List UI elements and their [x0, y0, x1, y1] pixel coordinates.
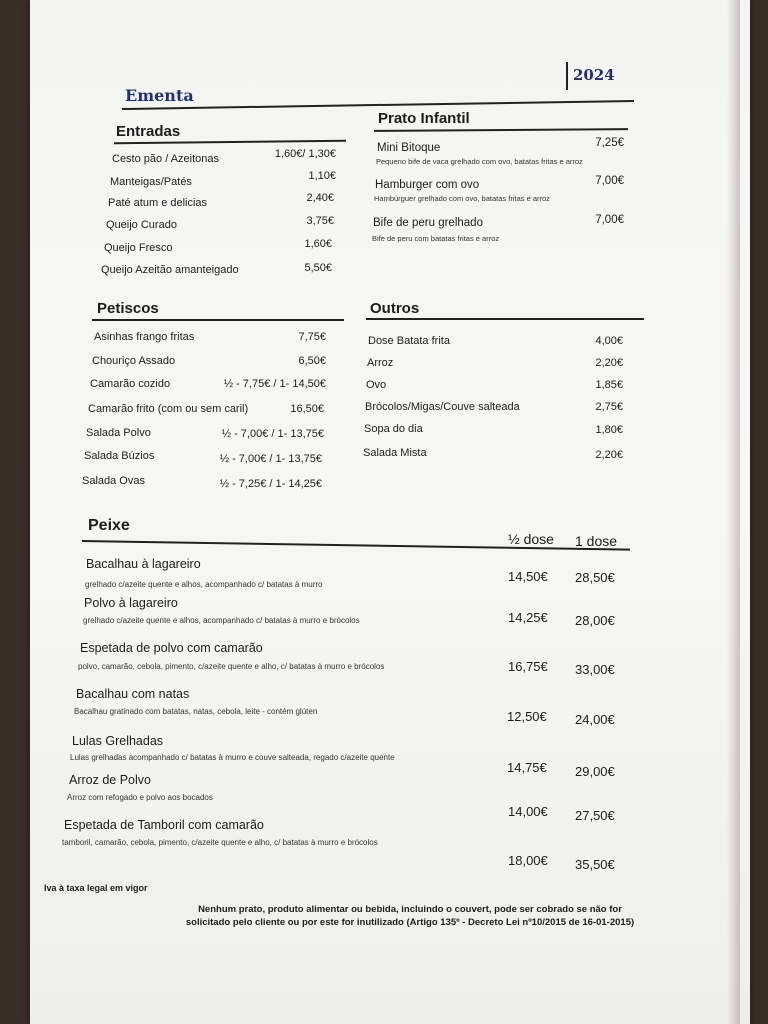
entradas-rule	[114, 140, 346, 144]
legal-notice-line2: solicitado pelo cliente ou por este for inutilizado (Artigo 135º - Decreto Lei nº10/2015 de 16-01-2015)	[185, 917, 635, 928]
petiscos-item: Salada Ovas	[82, 475, 145, 487]
peixe-full-price: 27,50€	[575, 808, 615, 823]
entradas-price: 1,60€/ 1,30€	[274, 148, 336, 160]
tax-notice: Iva à taxa legal em vigor	[44, 883, 148, 893]
peixe-full-price: 33,00€	[575, 662, 615, 677]
peixe-item-name: Arroz de Polvo	[69, 773, 151, 787]
entradas-item: Queijo Azeitão amanteigado	[101, 264, 239, 276]
petiscos-item: Camarão frito (com ou sem caril)	[88, 403, 249, 415]
peixe-item-desc: tamboril, camarão, cebola, pimento, c/azeite quente e alho, c/ batatas à murro e brócolos	[62, 838, 378, 847]
outros-item: Brócolos/Migas/Couve salteada	[365, 401, 520, 413]
peixe-half-price: 12,50€	[507, 709, 547, 724]
peixe-item-name: Bacalhau à lagareiro	[86, 557, 201, 571]
petiscos-price: ½ - 7,25€ / 1- 14,25€	[219, 478, 322, 490]
infantil-item: Hamburger com ovo	[375, 179, 480, 191]
petiscos-price: 16,50€	[290, 403, 324, 415]
peixe-half-price: 14,75€	[507, 760, 547, 775]
column-full-dose: 1 dose	[575, 533, 618, 549]
entradas-price: 1,10€	[308, 170, 336, 182]
petiscos-price: ½ - 7,00€ / 1- 13,75€	[219, 453, 322, 465]
peixe-item-name: Espetada de Tamboril com camarão	[64, 818, 264, 832]
plastic-sleeve-edge	[726, 0, 740, 1024]
section-title-infantil: Prato Infantil	[378, 110, 470, 127]
peixe-full-price: 35,50€	[575, 857, 615, 872]
section-title-outros: Outros	[370, 300, 420, 317]
entradas-price: 3,75€	[306, 215, 334, 227]
year-divider	[566, 62, 568, 90]
petiscos-item: Salada Búzios	[84, 450, 155, 462]
infantil-desc: Bife de peru com batatas fritas e arroz	[372, 234, 500, 243]
petiscos-item: Salada Polvo	[86, 427, 151, 439]
petiscos-item: Asinhas frango fritas	[94, 331, 195, 343]
menu-year: 2024	[573, 66, 615, 84]
outros-price: 1,85€	[595, 379, 623, 391]
infantil-rule	[374, 128, 628, 131]
entradas-item: Queijo Curado	[106, 219, 177, 231]
petiscos-item: Chouriço Assado	[92, 355, 176, 367]
peixe-item-name: Lulas Grelhadas	[72, 734, 164, 748]
petiscos-price: 6,50€	[298, 355, 326, 367]
petiscos-price: ½ - 7,75€ / 1- 14,50€	[223, 378, 326, 390]
peixe-item-desc: Lulas grelhadas acompanhado c/ batatas à murro e couve salteada, regado c/azeite quente	[70, 753, 395, 762]
infantil-item: Mini Bitoque	[377, 142, 441, 154]
infantil-price: 7,00€	[595, 175, 624, 187]
peixe-item-name: Polvo à lagareiro	[84, 596, 178, 610]
outros-price: 1,80€	[595, 424, 623, 436]
menu-title: Ementa	[125, 86, 194, 105]
outros-price: 2,75€	[595, 401, 623, 413]
peixe-item-desc: Arroz com refogado e polvo aos bocados	[67, 793, 213, 802]
section-title-peixe: Peixe	[88, 517, 130, 534]
section-title-petiscos: Petiscos	[97, 300, 159, 317]
entradas-item: Queijo Fresco	[104, 242, 173, 254]
peixe-item-name: Espetada de polvo com camarão	[80, 641, 263, 655]
legal-notice	[160, 903, 660, 929]
peixe-half-price: 16,75€	[508, 659, 548, 674]
outros-rule	[366, 318, 644, 320]
outros-item: Arroz	[367, 357, 394, 369]
header-rule	[122, 100, 634, 110]
peixe-item-desc: grelhado c/azeite quente e alhos, acompanhado c/ batatas à murro e brócolos	[83, 616, 360, 625]
peixe-item-desc: grelhado c/azeite quente e alhos, acompanhado c/ batatas à murro	[85, 580, 323, 589]
menu-sheet	[30, 0, 750, 1024]
outros-price: 2,20€	[595, 357, 623, 369]
petiscos-price: ½ - 7,00€ / 1- 13,75€	[221, 428, 324, 440]
section-title-entradas: Entradas	[116, 123, 181, 140]
infantil-desc: Pequeno bife de vaca grelhado com ovo, batatas fritas e arroz	[376, 157, 583, 166]
infantil-price: 7,25€	[595, 137, 624, 149]
entradas-item: Cesto pão / Azeitonas	[112, 153, 220, 165]
peixe-full-price: 28,50€	[575, 570, 615, 585]
peixe-full-price: 24,00€	[575, 712, 615, 727]
entradas-price: 1,60€	[304, 238, 332, 250]
peixe-item-desc: polvo, camarão, cebola, pimento, c/azeite quente e alho, c/ batatas à murro e brócolos	[78, 662, 385, 671]
peixe-half-price: 18,00€	[508, 853, 548, 868]
outros-item: Salada Mista	[363, 447, 427, 459]
column-half-dose: ½ dose	[508, 531, 554, 547]
entradas-price: 2,40€	[306, 192, 334, 204]
infantil-item: Bife de peru grelhado	[373, 217, 483, 229]
infantil-desc: Hambúrguer grelhado com ovo, batatas fritas e arroz	[374, 194, 550, 203]
peixe-half-price: 14,25€	[508, 610, 548, 625]
legal-notice-line1: Nenhum prato, produto alimentar ou bebida, incluindo o couvert, pode ser cobrado se não for	[198, 904, 622, 915]
outros-item: Sopa do dia	[364, 423, 423, 435]
petiscos-price: 7,75€	[298, 331, 326, 343]
peixe-full-price: 28,00€	[575, 613, 615, 628]
petiscos-item: Camarão cozido	[90, 378, 171, 390]
peixe-half-price: 14,50€	[508, 569, 548, 584]
peixe-item-desc: Bacalhau gratinado com batatas, natas, cebola, leite - contém glúten	[74, 707, 318, 716]
entradas-price: 5,50€	[304, 262, 332, 274]
outros-item: Ovo	[366, 379, 387, 391]
outros-price: 2,20€	[595, 449, 623, 461]
peixe-item-name: Bacalhau com natas	[76, 687, 190, 701]
infantil-price: 7,00€	[595, 214, 624, 226]
entradas-item: Paté atum e delicias	[108, 197, 208, 209]
entradas-item: Manteigas/Patés	[110, 176, 192, 188]
outros-item: Dose Batata frita	[368, 335, 450, 347]
petiscos-rule	[92, 319, 344, 321]
peixe-full-price: 29,00€	[575, 764, 615, 779]
peixe-half-price: 14,00€	[508, 804, 548, 819]
outros-price: 4,00€	[595, 335, 623, 347]
